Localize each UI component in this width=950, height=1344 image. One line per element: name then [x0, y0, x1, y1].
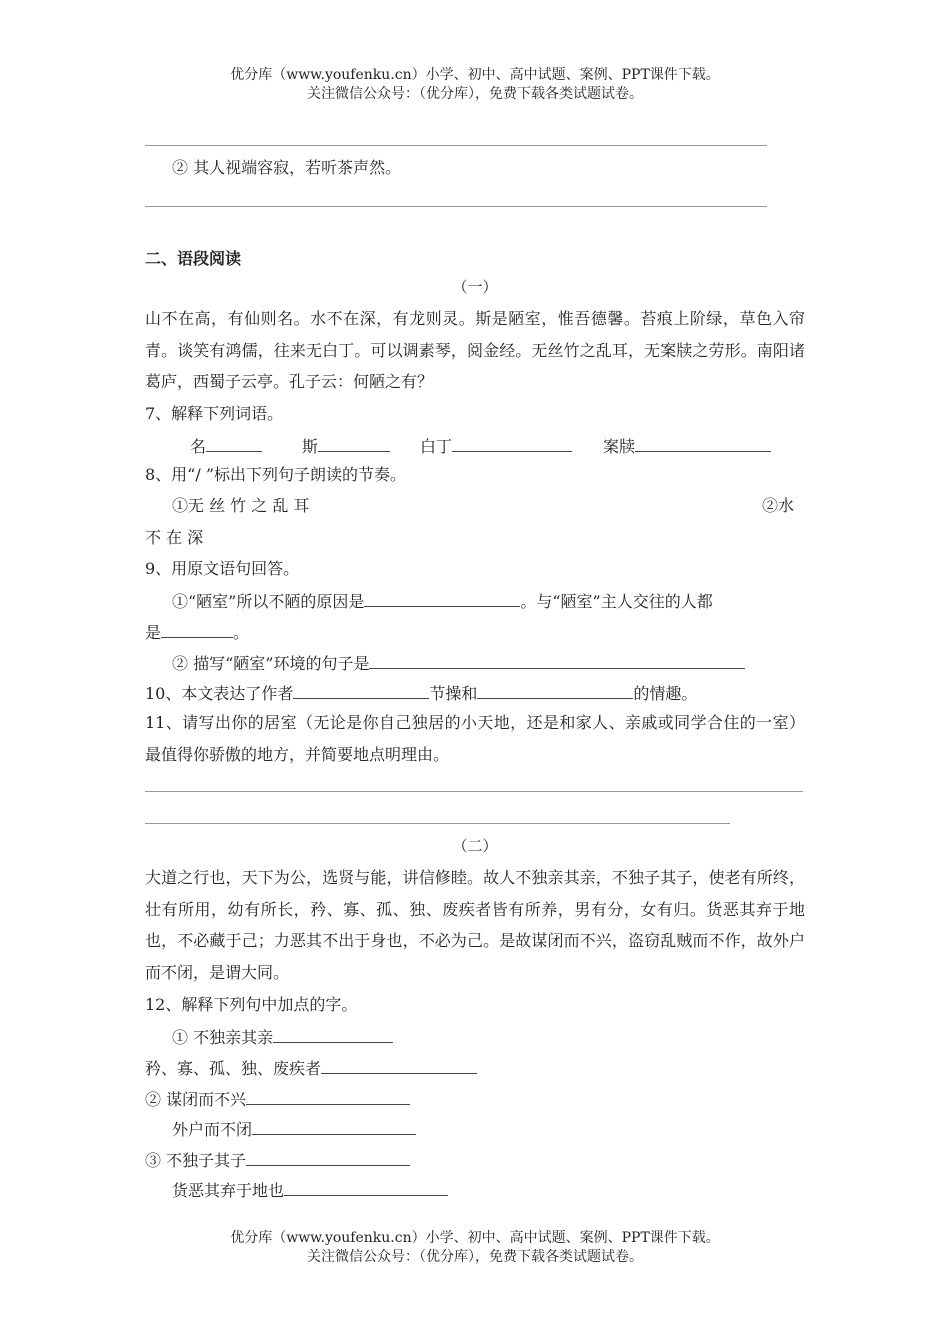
- q12-blank: [321, 1056, 477, 1074]
- part-1-label: （一）: [452, 278, 498, 296]
- q7-blank: [318, 434, 390, 452]
- passage-2: 大道之行也，天下为公，选贤与能，讲信修睦。故人不独亲其亲，不独子其子，使老有所终，壮有所用，幼有所长，矜、寡、孤、独、废疾者皆有所养，男有分，女有归。货恶其弃于地也，不必藏于己；力恶其不出于身也，不必为己。是故谋闭而不兴，盗窃乱贼而不作，故外户而不闭，是谓大同。: [145, 868, 805, 982]
- q12-item-2b: [172, 1117, 416, 1141]
- q10-prompt-a: 10、本文表达了作者: [145, 684, 294, 703]
- question-9: 9、用原文语句回答。: [145, 559, 300, 578]
- q12-prompt: ③ 不独子其子: [145, 1151, 247, 1170]
- q9-part-1-cont: [145, 620, 249, 644]
- answer-line: [145, 145, 767, 146]
- part-2-label: （二）: [452, 837, 498, 855]
- q12-blank: [284, 1178, 448, 1196]
- q7-blank: [206, 434, 262, 452]
- q9-2-blank: [369, 651, 745, 669]
- q9-1-prompt-cont: 。与“陋室”主人交往的人都: [520, 592, 713, 611]
- q12-item-1a: [172, 1025, 393, 1049]
- question-11: 11、请写出你的居室（无论是你自己独居的小天地，还是和家人、亲戚或同学合住的一室）最值得你骄傲的地方，并简要地点明理由。: [145, 713, 805, 764]
- q12-blank: [246, 1148, 410, 1166]
- question-7: 7、解释下列词语。: [145, 404, 284, 423]
- answer-line: [145, 206, 767, 207]
- section-title: 二、语段阅读: [145, 249, 242, 268]
- answer-line: [145, 823, 730, 824]
- q7-word-label: 案牍: [603, 437, 636, 456]
- q7-word-label: 斯: [302, 437, 319, 456]
- q12-prompt: ② 谋闭而不兴: [145, 1090, 247, 1109]
- q12-blank: [252, 1117, 416, 1135]
- q7-word-2: [302, 434, 390, 458]
- q7-word-1: [190, 434, 262, 458]
- footer-line-2: 关注微信公众号：（优分库），免费下载各类试题试卷。: [307, 1249, 643, 1265]
- q7-blank: [635, 434, 771, 452]
- answer-line: [145, 791, 803, 792]
- question-12: 12、解释下列句中加点的字。: [145, 995, 358, 1014]
- q8-sentence-a: ①无 丝 竹 之 乱 耳: [172, 496, 310, 515]
- header-line-2: 关注微信公众号：（优分库），免费下载各类试题试卷。: [307, 86, 643, 102]
- q12-item-3b: [172, 1178, 448, 1202]
- q8-sentence-b-start: ②水: [762, 496, 795, 515]
- q12-blank: [273, 1025, 393, 1043]
- q12-item-3a: [145, 1148, 410, 1172]
- q9-2-prompt: ② 描写“陋室”环境的句子是: [172, 654, 370, 673]
- passage-1: 山不在高，有仙则名。水不在深，有龙则灵。斯是陋室，惟吾德馨。苔痕上阶绿，草色入帘青。谈笑有鸿儒，往来无白丁。可以调素琴，阅金经。无丝竹之乱耳，无案牍之劳形。南阳诸葛庐，西蜀子云亭。孔子云：何陋之有？: [145, 309, 805, 391]
- q7-word-4: [603, 434, 771, 458]
- q9-part-2: [172, 651, 745, 675]
- page-footer: [0, 1229, 950, 1267]
- q12-item-1b: [145, 1056, 477, 1080]
- q9-1-prompt-end: 是: [145, 623, 162, 642]
- q9-1-blank-2: [161, 620, 233, 638]
- q12-prompt: 货恶其弃于地也: [172, 1181, 285, 1200]
- page-header: [0, 66, 950, 104]
- question-10: [145, 681, 697, 705]
- footer-line-1: 优分库（www.youfenku.cn）小学、初中、高中试题、案例、PPT课件下载。: [230, 1230, 720, 1246]
- q10-prompt-c: 的情趣。: [633, 684, 698, 703]
- q12-prompt: 外户而不闭: [172, 1120, 253, 1139]
- q8-sentence-b-end: 不 在 深: [145, 528, 204, 547]
- q10-prompt-b: 节操和: [429, 684, 478, 703]
- header-line-1: 优分库（www.youfenku.cn）小学、初中、高中试题、案例、PPT课件下载。: [230, 67, 720, 83]
- q7-word-label: 名: [190, 437, 207, 456]
- q7-word-3: [420, 434, 572, 458]
- q12-prompt: 矜、寡、孤、独、废疾者: [145, 1059, 322, 1078]
- q12-prompt: ① 不独亲其亲: [172, 1028, 274, 1047]
- q12-item-2a: [145, 1087, 410, 1111]
- q12-blank: [246, 1087, 410, 1105]
- q10-blank-1: [293, 681, 429, 699]
- q9-part-1: [172, 589, 713, 613]
- sentence-item-2: ② 其人视端容寂，若听茶声然。: [172, 158, 402, 177]
- q7-word-label: 白丁: [420, 437, 453, 456]
- q7-blank: [452, 434, 572, 452]
- q10-blank-2: [477, 681, 633, 699]
- q9-1-period: 。: [233, 623, 250, 642]
- q9-1-blank: [364, 589, 520, 607]
- q9-1-prompt: ①“陋室”所以不陋的原因是: [172, 592, 365, 611]
- question-8: 8、用“/ ”标出下列句子朗读的节奏。: [145, 465, 407, 484]
